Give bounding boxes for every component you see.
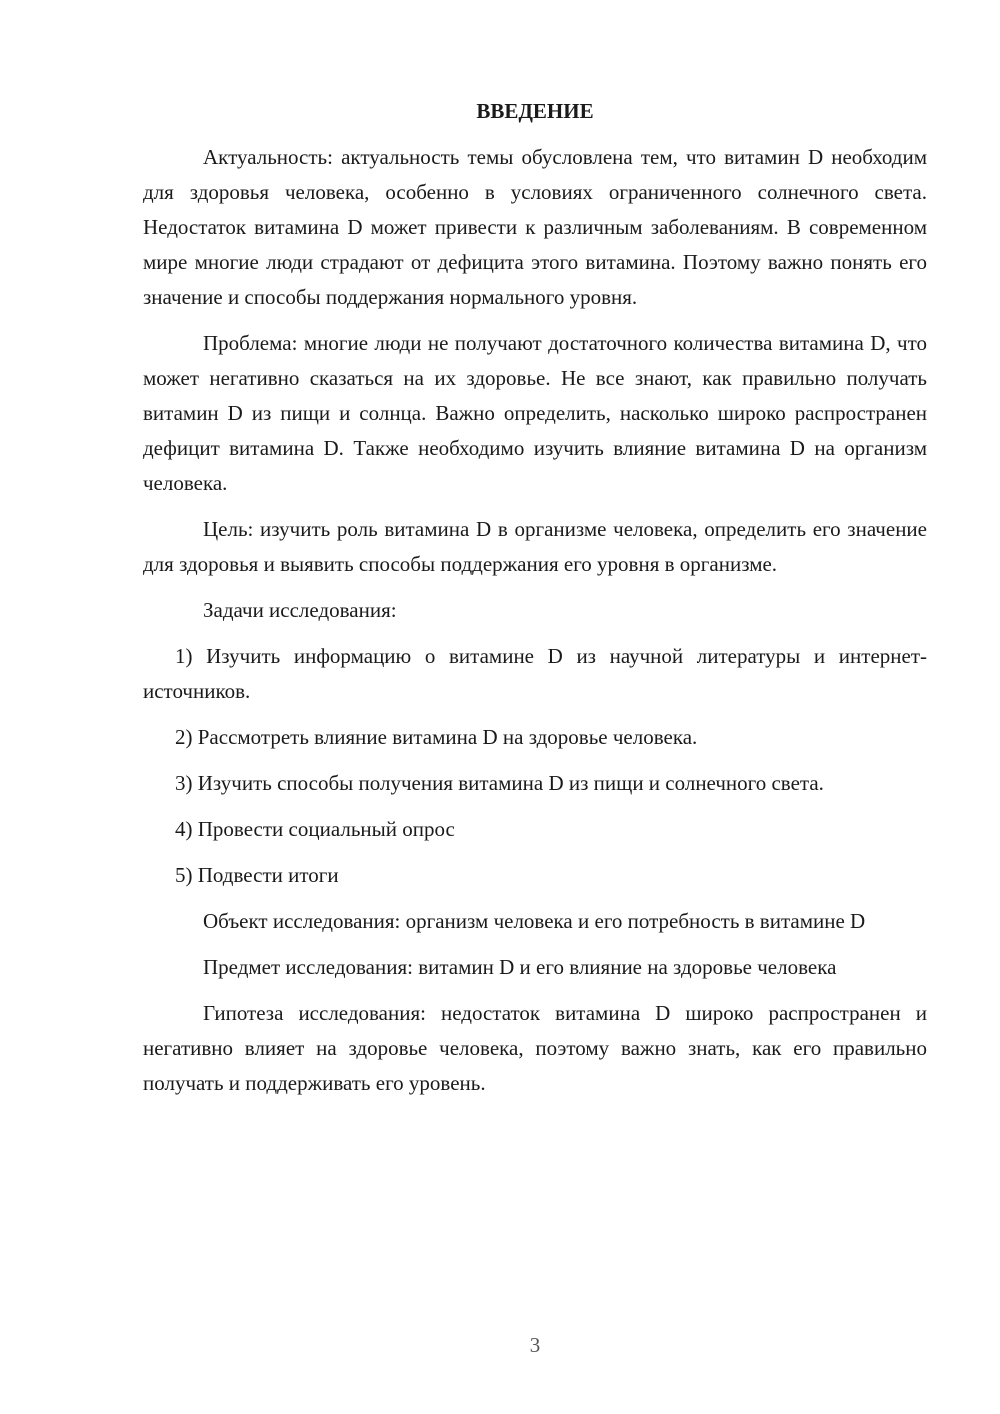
task-item-1: 1) Изучить информацию о витамине D из научной литературы и интернет-источников. [143, 644, 927, 703]
hypothesis-paragraph: Гипотеза исследования: недостаток витамина D широко распространен и негативно влияет на здоровье человека, поэтому важно знать, как его правильно получать и поддерживать его уровень. [143, 1001, 927, 1095]
task-item-5: 5) Подвести итоги [175, 863, 339, 887]
page-number: 3 [529, 1333, 541, 1357]
object-paragraph: Объект исследования: организм человека и его потребность в витамине D [203, 909, 866, 933]
task-item-4: 4) Провести социальный опрос [175, 817, 455, 841]
relevance-paragraph: Актуальность: актуальность темы обусловлена тем, что витамин D необходим для здоровья человека, особенно в условиях ограниченного солнечного света. Недостаток витамина D может привести к различным заболеваниям. В современном мире многие люди страдают от дефицита этого витамина. Поэтому важно понять его значение и способы поддержания нормального уровня. [143, 145, 927, 309]
subject-paragraph: Предмет исследования: витамин D и его влияние на здоровье человека [203, 955, 837, 979]
task-item-3: 3) Изучить способы получения витамина D из пищи и солнечного света. [175, 771, 824, 795]
task-item-2: 2) Рассмотреть влияние витамина D на здоровье человека. [175, 725, 698, 749]
problem-paragraph: Проблема: многие люди не получают достаточного количества витамина D, что может негативно сказаться на их здоровье. Не все знают, как правильно получать витамин D из пищи и солнца. Важно определить, насколько широко распространен дефицит витамина D. Также необходимо изучить влияние витамина D на организм человека. [143, 331, 927, 495]
page-content [143, 94, 927, 1112]
section-title: ВВЕДЕНИЕ [476, 99, 594, 123]
tasks-heading: Задачи исследования: [203, 598, 397, 622]
goal-paragraph: Цель: изучить роль витамина D в организме человека, определить его значение для здоровья и выявить способы поддержания его уровня в организме. [143, 517, 927, 576]
